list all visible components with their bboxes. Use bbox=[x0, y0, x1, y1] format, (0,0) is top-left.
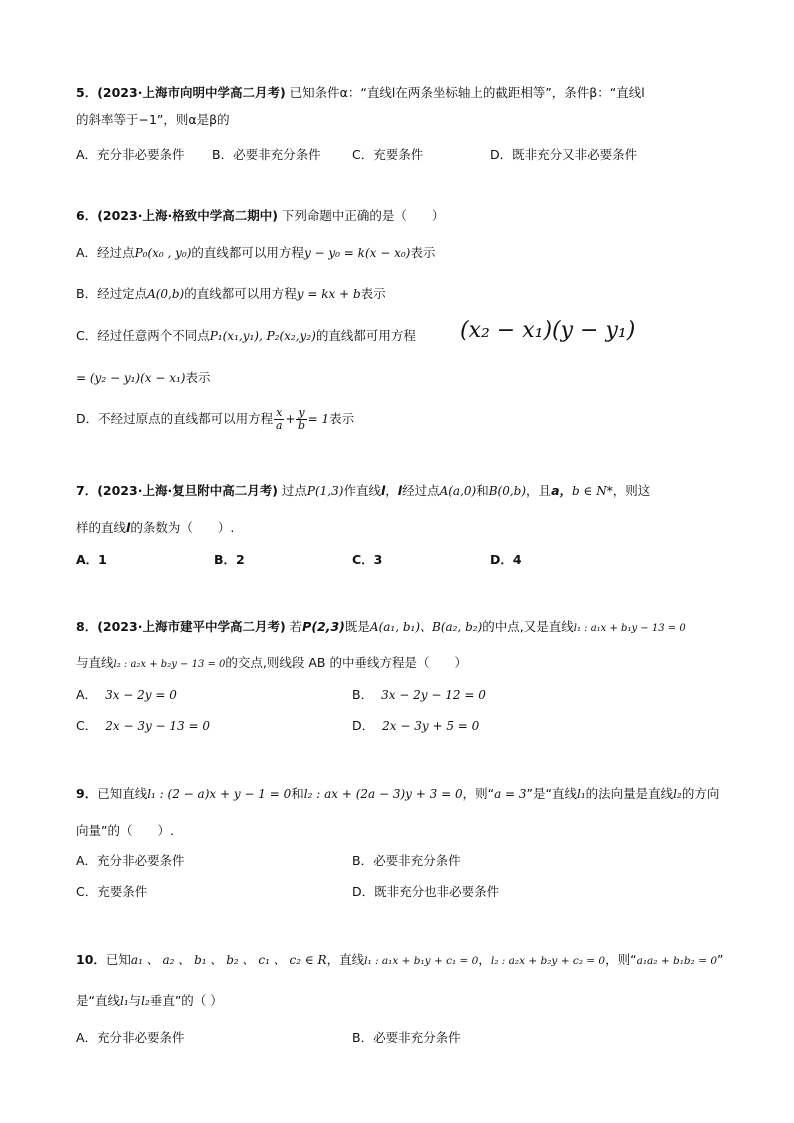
frac-numerator: x bbox=[276, 406, 283, 419]
q6-a-text: A．经过点 bbox=[76, 245, 135, 260]
q7-line-l: l bbox=[380, 483, 386, 498]
q8-point-p: P(2,3) bbox=[302, 619, 345, 634]
q7-line2 bbox=[76, 519, 234, 537]
q6-d-text: D．不经过原点的直线都可以用方程 bbox=[76, 411, 274, 426]
q10-text: 与 bbox=[128, 993, 142, 1008]
q7-text: 和 bbox=[476, 483, 489, 498]
q7-text: 作直线 bbox=[343, 483, 381, 498]
q10-vars: a₁ 、 a₂ 、 b₁ 、 b₂ 、 c₁ 、 c₂ ∈ R bbox=[130, 953, 327, 967]
q8-line2-eq: l₂ : a₂x + b₂y − 13 = 0 bbox=[113, 659, 226, 670]
q9-a-value: a = 3 bbox=[494, 787, 527, 801]
q9-option-b: B．必要非充分条件 bbox=[352, 853, 461, 868]
q10-option-b: B．必要非充分条件 bbox=[352, 1030, 461, 1045]
q9-option-d: D．既非充分也非必要条件 bbox=[352, 884, 500, 899]
q9-line2-eq: l₂ : ax + (2a − 3)y + 3 = 0 bbox=[303, 787, 463, 801]
q6-a-text3: 表示 bbox=[410, 245, 436, 260]
q7-option-d: D．4 bbox=[490, 552, 522, 567]
frac-numerator: y bbox=[298, 406, 305, 419]
q9-text: 已知直线 bbox=[97, 786, 148, 801]
q10-text: ” bbox=[717, 952, 724, 967]
q6-option-c bbox=[76, 327, 416, 345]
q6-d-text2: 表示 bbox=[329, 411, 355, 426]
q9-option-a: A．充分非必要条件 bbox=[76, 853, 185, 868]
q6-source: 6．(2023·上海·格致中学高二期中) bbox=[76, 208, 278, 223]
q10-option-a: A．充分非必要条件 bbox=[76, 1030, 185, 1045]
q9-line1-eq: l₁ : (2 − a)x + y − 1 = 0 bbox=[147, 787, 292, 801]
q6-d-equals: = 1 bbox=[307, 412, 330, 426]
q10-line2 bbox=[76, 992, 223, 1010]
q7-point-b: B(0,b) bbox=[488, 484, 527, 498]
q10-text: ，直线 bbox=[326, 952, 365, 967]
q10-line2-eq: l₂ : a₂x + b₂y + c₂ = 0 bbox=[490, 955, 606, 967]
q6-b-equation: y = kx + b bbox=[296, 287, 361, 301]
q8-line1-eq: l₁ : a₁x + b₁y − 13 = 0 bbox=[573, 623, 686, 634]
option-label: C． bbox=[76, 718, 98, 733]
q7-option-c: C．3 bbox=[352, 552, 383, 567]
q6-d-fraction-y bbox=[296, 407, 306, 432]
q6-a-text2: 的直线都可以用方程 bbox=[191, 245, 304, 260]
q10-text: 垂直”的（ ） bbox=[149, 993, 223, 1008]
q5-line2: 的斜率等于−1”，则α是β的 bbox=[76, 112, 230, 127]
frac-denominator: b bbox=[298, 419, 306, 432]
q6-b-text2: 的直线都可以用方程 bbox=[184, 286, 297, 301]
q5-stem: 已知条件α：“直线l在两条坐标轴上的截距相等”，条件β：“直线l bbox=[285, 85, 645, 100]
q8-option-d bbox=[352, 717, 479, 735]
q8-text: 的交点,则线段 AB 的中垂线方程是（ ） bbox=[225, 655, 467, 670]
q6-c-points: P₁(x₁,y₁), P₂(x₂,y₂) bbox=[209, 329, 316, 343]
q9-l2: l₂ bbox=[673, 787, 682, 801]
q7-point-a: A(a,0) bbox=[439, 484, 477, 498]
q7-set: b ∈ N* bbox=[572, 484, 613, 498]
q9-text: ，则“ bbox=[462, 786, 495, 801]
q8-text: 若 bbox=[285, 619, 303, 634]
q7-text: 过点 bbox=[277, 483, 307, 498]
q8-option-b bbox=[352, 686, 486, 704]
frac-denominator: a bbox=[275, 419, 283, 432]
q10-text: 是“直线 bbox=[76, 993, 120, 1008]
q7-text: ，则这 bbox=[612, 483, 651, 498]
q7-text: ，且 bbox=[526, 483, 552, 498]
option-equation: 2x − 3y − 13 = 0 bbox=[105, 719, 211, 733]
q6-b-point: A(0,b) bbox=[147, 287, 185, 301]
q8-option-c bbox=[76, 717, 210, 735]
option-equation: 3x − 2y − 12 = 0 bbox=[381, 688, 486, 702]
q6-option-d bbox=[76, 406, 354, 432]
q10-text: ，则“ bbox=[605, 952, 637, 967]
q6-c-text: C．经过任意两个不同点 bbox=[76, 328, 210, 343]
q5-option-c: C．充要条件 bbox=[352, 147, 424, 162]
q5-option-a: A．充分非必要条件 bbox=[76, 147, 185, 162]
q6-c-text2: 的直线都可用方程 bbox=[315, 328, 416, 343]
q6-c-text3: 表示 bbox=[185, 370, 211, 385]
q5-line1 bbox=[76, 84, 645, 102]
q8-source: 8．(2023·上海市建平中学高二月考) bbox=[76, 619, 286, 634]
q6-option-b bbox=[76, 285, 386, 303]
q8-line1 bbox=[76, 618, 686, 638]
q6-option-c-line2 bbox=[76, 369, 211, 387]
q7-text: 的条数为（ ）. bbox=[130, 520, 235, 535]
q6-stem bbox=[76, 207, 444, 225]
q10-line1 bbox=[76, 951, 724, 970]
q8-points: A(a₁, b₁)、B(a₂, b₂) bbox=[369, 620, 483, 634]
q9-text: 的方向 bbox=[681, 786, 720, 801]
q7-line-l: l bbox=[126, 520, 131, 535]
q8-text: 的中点,又是直线 bbox=[482, 619, 574, 634]
q7-option-b: B．2 bbox=[214, 552, 245, 567]
q6-c-equation-rest: = (y₂ − y₁)(x − x₁) bbox=[76, 371, 186, 385]
q8-text: 既是 bbox=[344, 619, 370, 634]
q10-text: ， bbox=[478, 952, 491, 967]
q7-var-a: a， bbox=[551, 483, 572, 498]
q9-number: 9． bbox=[76, 786, 98, 801]
q8-option-a bbox=[76, 686, 177, 704]
q10-l1: l₁ bbox=[119, 994, 129, 1008]
q6-stem-text: 下列命题中正确的是（ ） bbox=[277, 208, 445, 223]
q8-line2 bbox=[76, 654, 467, 674]
q6-a-equation: y − y₀ = k(x − x₀) bbox=[303, 246, 411, 260]
q7-point-p: P(1,3) bbox=[306, 484, 344, 498]
q7-line1 bbox=[76, 482, 650, 500]
q7-option-a: A．1 bbox=[76, 552, 107, 567]
q5-source: 5．(2023·上海市向明中学高二月考) bbox=[76, 85, 286, 100]
q9-text: ”是“直线 bbox=[526, 786, 577, 801]
q5-option-b: B．必要非充分条件 bbox=[212, 147, 321, 162]
q10-line1-eq: l₁ : a₁x + b₁y + c₁ = 0 bbox=[364, 955, 479, 967]
q7-text: 经过点 bbox=[402, 483, 440, 498]
option-label: A． bbox=[76, 687, 98, 702]
q9-text: 的法向量是直线 bbox=[585, 786, 674, 801]
q7-text: 样的直线 bbox=[76, 520, 127, 535]
q6-d-plus: + bbox=[285, 412, 296, 426]
q9-l1: l₁ bbox=[577, 787, 586, 801]
q7-source: 7．(2023·上海·复旦附中高二月考) bbox=[76, 483, 278, 498]
q6-b-text: B．经过定点 bbox=[76, 286, 148, 301]
q5-option-d: D．既非充分又非必要条件 bbox=[490, 147, 638, 162]
q6-a-point: P₀(x₀ , y₀) bbox=[134, 246, 192, 260]
q6-option-a bbox=[76, 244, 435, 262]
q9-line1 bbox=[76, 785, 719, 803]
option-label: B． bbox=[352, 687, 374, 702]
q10-condition: a₁a₂ + b₁b₂ = 0 bbox=[636, 955, 718, 967]
q9-text: 和 bbox=[291, 786, 304, 801]
q8-text: 与直线 bbox=[76, 655, 114, 670]
q6-b-text3: 表示 bbox=[360, 286, 386, 301]
q9-option-c: C．充要条件 bbox=[76, 884, 148, 899]
q7-text: ， bbox=[385, 483, 398, 498]
q6-c-big-equation: (x₂ − x₁)(y − y₁) bbox=[460, 318, 636, 343]
option-equation: 2x − 3y + 5 = 0 bbox=[382, 719, 480, 733]
q10-number: 10． bbox=[76, 952, 106, 967]
option-label: D． bbox=[352, 718, 375, 733]
q9-line2: 向量”的（ ）. bbox=[76, 823, 174, 838]
q6-d-fraction-x bbox=[274, 407, 284, 432]
q7-line-l: l bbox=[397, 483, 403, 498]
q10-l2: l₂ bbox=[141, 994, 150, 1008]
q10-text: 已知 bbox=[105, 952, 131, 967]
option-equation: 3x − 2y = 0 bbox=[105, 688, 177, 702]
